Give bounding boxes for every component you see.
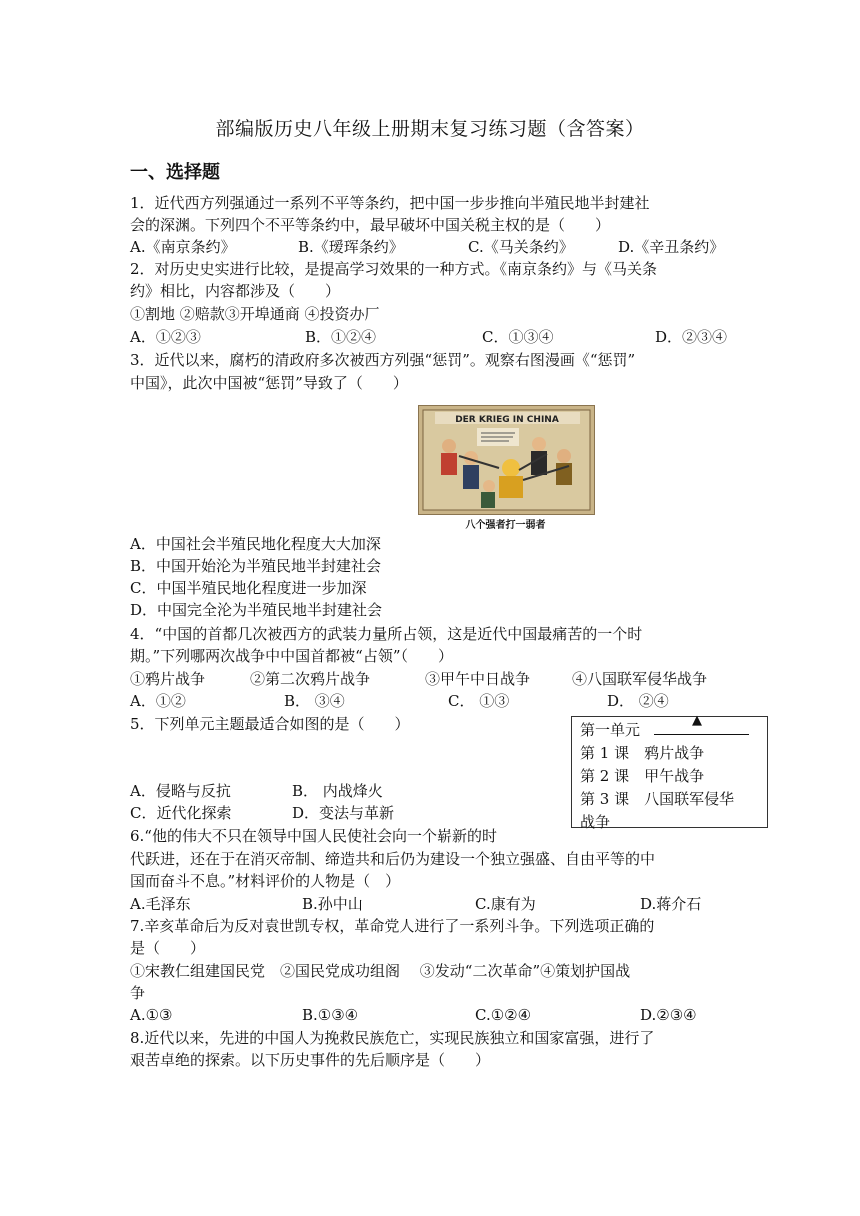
unit-label: 第一单元 [580,721,641,739]
q4-option-a: A．①② [130,692,186,710]
q2-option-a: A．①②③ [130,328,201,346]
q5-option-a: A．侵略与反抗 [130,782,231,800]
q3-line2: 中国》，此次中国被“惩罚”导致了（ ） [130,374,408,392]
q4-option-d: D． ②④ [607,692,669,710]
q4-option-b: B． ③④ [284,692,345,710]
q4-item-3: ③甲午中日战争 [425,670,531,688]
q4-item-2: ②第二次鸦片战争 [250,670,371,688]
q2-line3: ①割地 ②赔款③开埠通商 ④投资办厂 [130,305,380,323]
q5-option-d: D．变法与革新 [292,804,395,822]
q1-option-c: C.《马关条约》 [468,238,574,256]
q7-line3: ①宋教仁组建国民党 ②国民党成功组阁 ③发动“二次革命”④策划护国战 [130,962,631,980]
q1-option-b: B.《瑷珲条约》 [298,238,404,256]
unit-theme-blank [654,713,749,735]
q8-line1: 8.近代以来，先进的中国人为挽救民族危亡，实现民族独立和国家富强，进行了 [130,1029,655,1047]
q3-option-b: B．中国开始沦为半殖民地半封建社会 [130,557,382,575]
q1-option-a: A.《南京条约》 [130,238,236,256]
q2-option-d: D．②③④ [655,328,728,346]
q5-option-c: C．近代化探索 [130,804,232,822]
q1-line1: 1．近代西方列强通过一系列不平等条约，把中国一步步推向半殖民地半封建社 [130,194,650,212]
q7-line1: 7.辛亥革命后为反对袁世凯专权，革命党人进行了一系列斗争。下列选项正确的 [130,917,655,935]
q3-line1: 3．近代以来，腐朽的清政府多次被西方列强“惩罚”。观察右图漫画《“惩罚” [130,351,636,369]
q6-option-a: A.毛泽东 [130,895,191,913]
q1-option-d: D.《辛丑条约》 [618,238,725,256]
q1-line2: 会的深渊。下列四个不平等条约中，最早破坏中国关税主权的是（ ） [130,216,611,234]
q7-line4: 争 [130,984,146,1002]
unit-box [571,713,768,831]
q2-line1: 2．对历史史实进行比较，是提高学习效果的一种方式。《南京条约》与《马关条 [130,260,658,278]
unit-lesson-3: 第 3 课 八国联军侵华 [580,790,735,808]
q6-line2: 代跃进，还在于在消灭帝制、缔造共和后仍为建设一个独立强盛、自由平等的中 [130,850,656,868]
cartoon-banner-text: DER KRIEG IN CHINA [455,415,559,425]
q3-option-d: D．中国完全沦为半殖民地半封建社会 [130,601,383,619]
q6-option-c: C.康有为 [475,895,536,913]
q3-option-c: C．中国半殖民地化程度进一步加深 [130,579,367,597]
q4-item-1: ①鸦片战争 [130,670,206,688]
q8-line2: 艰苦卓绝的探索。以下历史事件的先后顺序是（ ） [130,1051,491,1069]
q6-line1: 6.“他的伟大不只在领导中国人民使社会向一个崭新的时 [130,827,497,845]
q7-option-d: D.②③④ [640,1006,697,1024]
unit-lesson-3-cont: 战争 [580,813,611,831]
q6-option-d: D.蒋介石 [640,895,702,913]
q6-line3: 国而奋斗不息。”材料评价的人物是（ ） [130,872,401,890]
q4-option-c: C． ①③ [448,692,510,710]
q7-option-c: C.①②④ [475,1006,532,1024]
q2-line2: 约》相比，内容都涉及（ ） [130,282,341,300]
triangle-icon: ▲ [692,713,703,728]
cartoon-caption: 八个强者打一弱者 [465,520,546,531]
q5-option-b: B． 内战烽火 [292,782,383,800]
q7-option-a: A.①③ [130,1006,173,1024]
unit-lesson-1: 第 1 课 鸦片战争 [580,744,705,762]
q6-option-b: B.孙中山 [302,895,363,913]
q4-line1: 4．“中国的首都几次被西方的武装力量所占领，这是近代中国最痛苦的一个时 [130,625,643,643]
cartoon-illustration [419,406,594,514]
q7-line2: 是（ ） [130,939,206,957]
document-title: 部编版历史八年级上册期末复习练习题（含答案） [215,118,645,140]
q4-line2: 期。”下列哪两次战争中中国首都被“占领”（ ） [130,647,454,665]
unit-box-head [580,713,767,742]
q7-option-b: B.①③④ [302,1006,359,1024]
q2-option-b: B．①②④ [305,328,377,346]
q2-option-c: C．①③④ [482,328,554,346]
q4-item-4: ④八国联军侵华战争 [572,670,708,688]
cartoon-image [418,405,595,515]
unit-lesson-2: 第 2 课 甲午战争 [580,767,705,785]
q3-option-a: A．中国社会半殖民地化程度大大加深 [130,535,381,553]
q5-line1: 5．下列单元主题最适合如图的是（ ） [130,715,410,733]
section-heading: 一、选择题 [130,162,220,183]
